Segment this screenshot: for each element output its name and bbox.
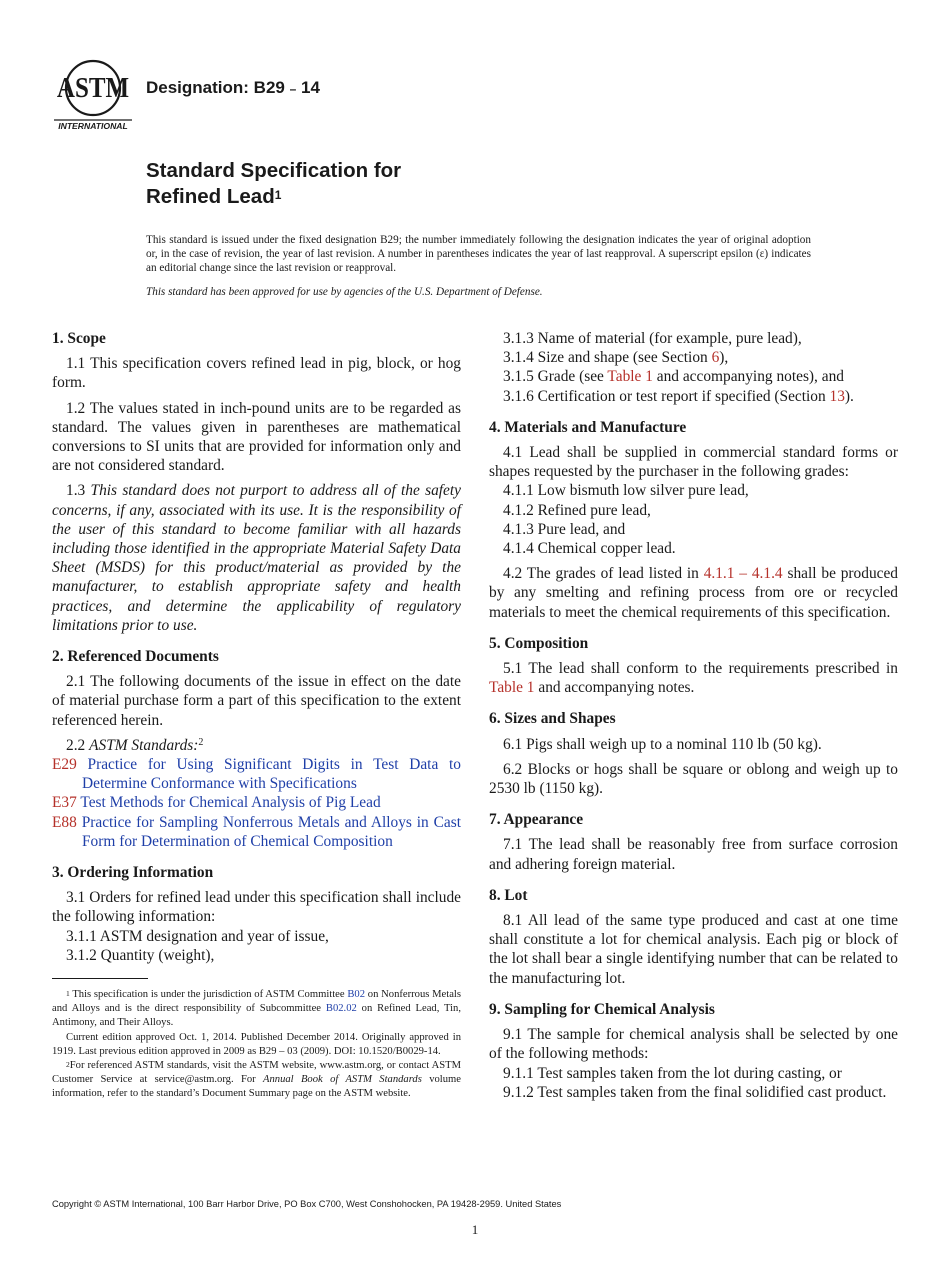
paragraph: 4.1 Lead shall be supplied in commercial standard forms or shapes requested by the purchaser in the following grades: — [489, 444, 898, 481]
svg-text:ASTM: ASTM — [56, 71, 130, 104]
section-heading: 6. Sizes and Shapes — [489, 710, 616, 728]
reference-item[interactable]: E29 Practice for Using Significant Digits in Test Data to Determine Conformance with Specifications — [52, 756, 461, 793]
designation: Designation: B29 – 14 — [146, 78, 320, 97]
list-item: 3.1.3 Name of material (for example, pure lead), — [503, 330, 802, 347]
list-item: 9.1.1 Test samples taken from the lot during casting, or — [503, 1064, 842, 1082]
section-heading: 1. Scope — [52, 330, 106, 347]
list-item: 4.1.4 Chemical copper lead. — [503, 540, 676, 558]
paragraph: 1.1 This specification covers refined lead in pig, block, or hog form. — [52, 355, 461, 392]
list-item: 4.1.1 Low bismuth low silver pure lead, — [503, 482, 749, 500]
copyright-line: Copyright © ASTM International, 100 Barr Harbor Drive, PO Box C700, West Conshohocken, PA 19428-2959. United States — [52, 1199, 562, 1209]
section-heading: 9. Sampling for Chemical Analysis — [489, 1000, 715, 1018]
committee-link[interactable]: B02 — [347, 989, 365, 1000]
reference-item[interactable]: E37 Test Methods for Chemical Analysis of Pig Lead — [52, 794, 381, 812]
footnote-divider — [52, 978, 148, 979]
paragraph: 8.1 All lead of the same type produced and cast at one time shall constitute a lot for chemical analysis. Each pig or block of the lot shall bear a single identifying number that can be related to the manufacturing lot. — [489, 912, 898, 987]
astm-logo — [52, 58, 134, 132]
footnotes — [52, 988, 461, 1102]
table-link[interactable]: Table 1 — [607, 368, 653, 386]
paragraph: 4.2 The grades of lead listed in 4.1.1 – 4.1.4 shall be produced by any smelting and refining process from ore or recycled materials to meet the chemical requirements of this specification. — [489, 565, 898, 621]
paragraph: 9.1.2 Test samples taken from the final solidified cast product. — [503, 1083, 887, 1101]
section-heading: 3. Ordering Information — [52, 864, 214, 882]
section-heading: 5. Composition — [489, 634, 589, 652]
title-line-2: Refined Lead$^1$ — [146, 185, 282, 208]
left-column — [52, 329, 461, 965]
title-line-1: Standard Specification for — [146, 159, 402, 182]
paragraph: 1.3 This standard does not purport to address all of the safety concerns, if any, associated with its use. It is the responsibility of the user of this standard to become familiar with all hazards including those identified in the appropriate Material Safety Data Sheet (MSDS) for this product/material as provided by the manufacturer, to establish appropriate safety and health practices, and determine the applicability of regulatory limitations prior to use. — [52, 482, 461, 634]
table-link[interactable]: Table 1 — [489, 679, 535, 697]
page-number: 1 — [471, 1222, 479, 1237]
list-item: 3.1.2 Quantity (weight), — [66, 946, 215, 964]
svg-text:INTERNATIONAL: INTERNATIONAL — [58, 121, 128, 131]
reference-list — [52, 755, 461, 851]
paragraph: 9.1 The sample for chemical analysis shall be selected by one of the following methods: — [489, 1026, 898, 1063]
list-item: 4.1.3 Pure lead, and — [503, 520, 626, 538]
list-item: 3.1.5 Grade (see Table 1 and accompanying notes), and — [503, 368, 844, 386]
section-link[interactable]: 4.1.1 – 4.1.4 — [703, 565, 783, 583]
paragraph: 5.1 The lead shall conform to the requirements prescribed in Table 1 and accompanying notes. — [489, 660, 898, 697]
paragraph: 2.2 ASTM Standards:$^2$ — [66, 736, 204, 754]
paragraph: 1.2 The values stated in inch-pound units are to be regarded as standard. The values given in parentheses are mathematical conversions to SI units that are provided for information only and are not considered standard. — [52, 399, 461, 475]
paragraph: 6.1 Pigs shall weigh up to a nominal 110 lb (50 kg). — [503, 735, 822, 753]
right-column — [489, 329, 898, 1108]
footnote-1: $^1$ This specification is under the jurisdiction of ASTM Committee B02 on Nonferrous Metals and Alloys and is the direct responsibility of Subcommittee B02.02 on Refined Lead, Tin, Antimony, and Their Alloys. — [52, 989, 462, 1029]
subcommittee-link[interactable]: B02.02 — [325, 1003, 357, 1015]
list-item: 3.1.4 Size and shape (see Section 6), — [503, 349, 729, 367]
edition-note: Current edition approved Oct. 1, 2014. Published December 2014. Originally approved in 1919. Last previous edition approved in 2009 as B29 – 03 (2009). DOI: 10.1520/B0029-14. — [52, 1031, 461, 1057]
approval-note: This standard has been approved for use by agencies of the U.S. Department of Defense. — [146, 286, 543, 298]
issuance-note: This standard is issued under the fixed designation B29; the number immediately following the designation indicates the year of original adoption or, in the case of revision, the year of last revision. A number in parentheses indicates the year of last reapproval. A superscript epsilon (ε) indicates an editorial change since the last revision or reapproval. — [146, 234, 811, 275]
section-heading: 8. Lot — [489, 886, 528, 904]
list-item: 3.1.1 ASTM designation and year of issue, — [66, 927, 329, 945]
paragraph: 6.2 Blocks or hogs shall be square or oblong and weigh up to 2530 lb (1150 kg). — [489, 760, 898, 798]
reference-item[interactable]: E88 Practice for Sampling Nonferrous Metals and Alloys in Cast Form for Determination of Chemical Composition — [52, 813, 461, 850]
section-link[interactable]: 6 — [711, 349, 720, 367]
paragraph: 2.1 The following documents of the issue in effect on the date of material purchase form a part of this specification to the extent referenced herein. — [52, 673, 461, 729]
section-heading: 7. Appearance — [489, 811, 584, 829]
list-item: 4.1.2 Refined pure lead, — [503, 501, 651, 519]
footnote-2: $^2$For referenced ASTM standards, visit the ASTM website, www.astm.org, or contact ASTM Customer Service at service@astm.org. For Annual Book of ASTM Standards volume information, refer to the standard’s Document Summary page on the ASTM website. — [52, 1060, 461, 1100]
paragraph: 7.1 The lead shall be reasonably free from surface corrosion and adhering foreign material. — [489, 836, 898, 873]
section-heading: 4. Materials and Manufacture — [489, 418, 687, 436]
list-item: 3.1.6 Certification or test report if specified (Section 13). — [503, 387, 854, 405]
document-title — [146, 158, 401, 210]
paragraph: 3.1 Orders for refined lead under this specification shall include the following information: — [52, 889, 461, 926]
section-link[interactable]: 13 — [829, 387, 845, 405]
section-heading: 2. Referenced Documents — [52, 648, 219, 666]
